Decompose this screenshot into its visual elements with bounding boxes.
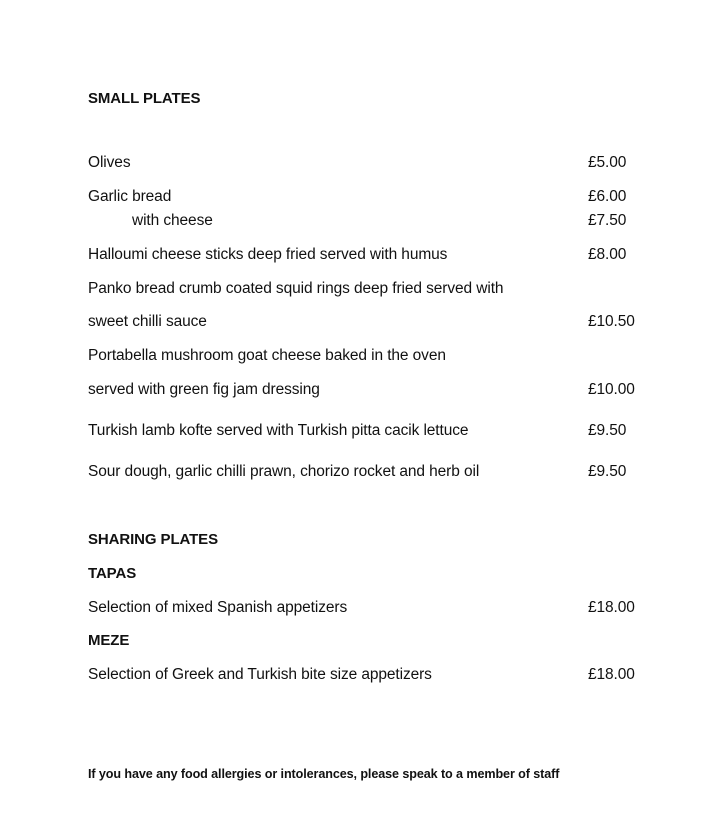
allergy-note: If you have any food allergies or intolerances, please speak to a member of staff — [88, 767, 560, 781]
item-meze-price: £18.00 — [588, 666, 635, 683]
item-tapas-price: £18.00 — [588, 599, 635, 616]
item-squid-line1: Panko bread crumb coated squid rings deep fried served with — [88, 280, 504, 297]
small-plates-heading: SMALL PLATES — [88, 90, 201, 107]
item-squid-line2: sweet chilli sauce — [88, 313, 207, 330]
item-halloumi-name: Halloumi cheese sticks deep fried served with humus — [88, 246, 448, 263]
item-kofte-price: £9.50 — [588, 422, 627, 439]
item-sourdough-price: £9.50 — [588, 463, 627, 480]
item-halloumi-price: £8.00 — [588, 246, 627, 263]
item-garlic-bread-price: £6.00 — [588, 188, 627, 205]
item-with-cheese-name: with cheese — [132, 212, 213, 229]
item-with-cheese-price: £7.50 — [588, 212, 627, 229]
item-meze-name: Selection of Greek and Turkish bite size appetizers — [88, 666, 432, 683]
meze-heading: MEZE — [88, 632, 130, 649]
item-mushroom-line2: served with green fig jam dressing — [88, 381, 320, 398]
item-squid-price: £10.50 — [588, 313, 635, 330]
item-sourdough-name: Sour dough, garlic chilli prawn, chorizo rocket and herb oil — [88, 463, 480, 480]
sharing-plates-heading: SHARING PLATES — [88, 531, 218, 548]
item-kofte-name: Turkish lamb kofte served with Turkish pitta cacik lettuce — [88, 422, 469, 439]
item-mushroom-price: £10.00 — [588, 381, 635, 398]
item-olives-price: £5.00 — [588, 154, 627, 171]
tapas-heading: TAPAS — [88, 565, 137, 582]
item-tapas-name: Selection of mixed Spanish appetizers — [88, 599, 348, 616]
item-olives-name: Olives — [88, 154, 131, 171]
item-garlic-bread-name: Garlic bread — [88, 188, 172, 205]
item-mushroom-line1: Portabella mushroom goat cheese baked in the oven — [88, 347, 446, 364]
